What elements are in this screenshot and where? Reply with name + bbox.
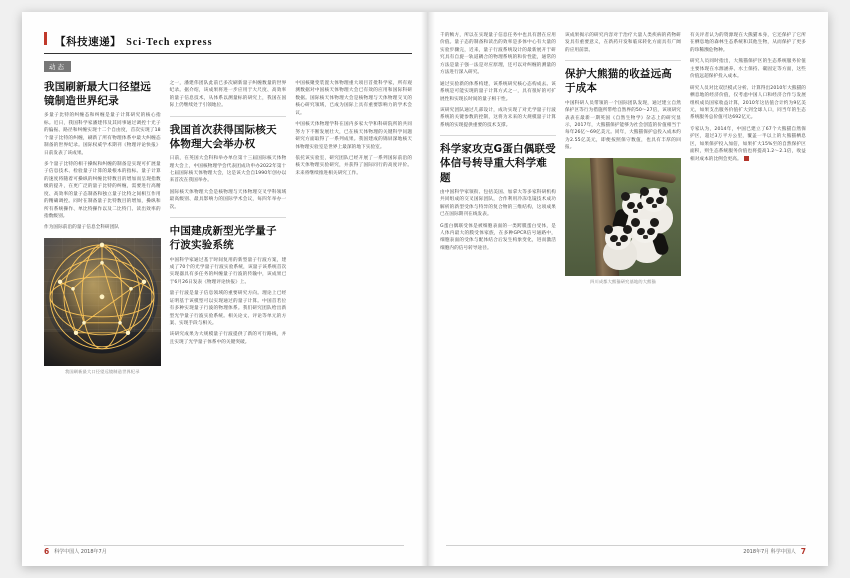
footer-text-left: 科学中国人 2018年7月 [54,549,107,555]
masthead [44,30,412,54]
masthead-title-en: Sci-Tech express [126,37,213,48]
article-paragraph: 由中国科学家领衔、包括美国、加拿大等多家科研机构共同组成的交叉国际团队，合作利用冷冻电镜技术成功解析的新型受体与特异的复合物的三维结构，这项成果已在国际期刊在线发表。 [440,189,556,218]
article-paragraph: 量子行波是量子信息领域的重要研究方向。理论上已经证明基于该模型可以实现通过的量子计算。中国首若位有多种实现量子行波的物理体系。我们研究团队给出新型光学量子行波实验系统。相关论文、评论等单元的方案、实现手段与相关。 [169,291,287,326]
left-column-2 [170,80,287,378]
article-paragraph: 该研究成果为大规模量子行波提供了新的可行路线，并且实现了光学量子体系中的关键突破。 [169,332,287,345]
article-paragraph-text: 专家认为，2014年，中国已建立了67个大熊猫自然保护区，超过3万平方公里，覆盖一半以上的大熊猫栖息区，如果保护投入加倍，如果扩大15%至的自然保护区面积，则生态系统服务价值也将提高1.2～2.1倍，收益相对成本的比例会更高。 [690,126,806,162]
article-paragraph: 有关评者认为的资源现在大熊猫本身，它还保护了它所在栖息地的森林生态系统和其他生物，从而保护了更多的珍稀濒危物种。 [690,33,806,53]
article-paragraph: 中国科研人员带领的一个国际团队发现，通过建立自然保护区等行为措施所带给自然界的50～27倍，该项研究表表在最新一期英国《自然生物学》杂志上的研究显示，2017年，大熊猫保护能够为社会创造的价值相当于每年26亿～69亿美元。同年，大熊猫保护总投入成本约为2.55亿美元，即便按照保守数值，也具有丰厚的回报。 [565,100,681,151]
article-paragraph: 作为国际前沿的量子信息全科研团队 [44,225,120,231]
article-paragraph: 多量子比特的纠缠态和纠缠是量子计算研究的核心指标。近日，我国科学家潘建伟及其同事通过调控十光子的偏振、路径和纠缠实现十二个自由度，首次实现了18个量子比特的纠缠，刷新了所有物理体系中最大纠缠态制备的世界纪录。国际权威学术期刊《物理评论快报》日前发表了该成果。 [44,113,161,156]
section-divider [565,60,681,61]
panda-ear [631,218,640,227]
left-footer-rule [44,545,404,546]
left-page-footer [44,547,107,556]
left-page [22,12,426,566]
sphere-photo [44,238,161,366]
article-paragraph: 该研究团队通过几部设计，成功实现了对光学量子行波系统的关键参数的控制，这将为未来的大规模量子计算系统的实现提供重要的技术支撑。 [440,107,556,128]
right-page-footer [743,547,806,556]
article-paragraph: 研究人员对比双层模式分析、计算得出2010年大熊猫的栖息地的经济价值，仅考虑中国人口和经济合作与发展组织成员国家收益计算，2010年这估值合计约为9亿美元，如果支出服务价值扩大到全球人口，同当年的生态系统服务总价值可达692亿元。 [690,85,806,121]
article-headline-telescope: 我国刷新最大口径望远镜制造世界纪录 [44,81,151,108]
right-page-columns [440,32,806,288]
panda-photo [565,158,681,276]
figure-caption-sphere: 我国刷新最大口径望远镜制造世界纪录 [65,368,140,374]
footer-text-right: 2018年7月 科学中国人 [743,549,796,555]
page-number-right: 7 [800,547,806,556]
sphere-wireframe-icon [44,238,161,362]
right-column-3 [690,32,806,288]
masthead-accent-bar [44,32,47,45]
article-headline-nuclear-astrophysics: 我国首次获得国际核天体物理大会举办权 [169,123,277,150]
masthead-section-label: 动态 [44,61,71,72]
article-headline-panda: 保护大熊猫的收益远高于成本 [565,68,672,95]
end-mark [744,156,749,161]
panda-ear [650,218,659,227]
figure-sphere [44,238,161,375]
left-page-columns [44,80,412,378]
article-paragraph: 该成果揭示的研究内容对于治疗大量人类疾病的药物研发具有重要意义，在新药开发和临床转化方面具有广阔的应用前景。 [565,33,681,53]
left-column-1 [44,80,161,378]
section-divider [440,135,556,136]
right-page [426,12,828,566]
masthead-title-cn: 【科技速递】 [55,36,122,48]
article-paragraph: 日前，在英国大会科和举办单位第十三届国际核天体物理大会上，中国核物理学会代表团成功申办2022年第十七届国际核天体物理大会，这是该大会自1990年创办以来首次在我国举办。 [169,156,287,184]
article-paragraph: 研究人员同时指出，大熊猫保护区的生态系统服务价值主要体现在水源涵养、水土保持、碳固定等方面，这些价值远超保护投入成本。 [690,59,806,80]
panda-nose [643,235,648,239]
right-footer-rule [446,545,806,546]
panda-nose [616,242,621,246]
article-paragraph-final [690,126,806,163]
article-paragraph: 多个量子比特的相干操纵和纠缠的制备是实现可扩展量子信息技术、检验量子计算的最根本的指标。量子计算的速度将随着可操纵的纠缠比特数目的增加而呈现指数级的提升，在更广泛的量子比特的纠缠，需要进行高精度、高效率的量子态制备和独立量子比特之间相互作用的精确调控。同时在制备量子比特数目的增加，操纵和所有系统操作、单比特操作以及二比特门、读出效率的指数级别。 [44,161,161,220]
page-number-left: 6 [44,547,50,556]
article-headline-optical-quantum: 中国建成新型光学量子行波实验系统 [169,225,277,252]
article-paragraph: 中国核天体物理学科在国内多家大学和科研院所的共同努力下不断发展壮大，已在核天体物理的关键科学问题研究方面取得了一系列成果。我国建成的锦屏深地核天体物理实验室是世界上最深的地下实验室。 [295,122,413,150]
right-column-2 [565,32,681,288]
magazine-spread [22,12,828,566]
article-paragraph: 千的帧方，所以在实现量子信息任务中也具有潜在应用价值。量子态的制备和读出的效率是多体中心有大量的实验步骤完，近来，量子行波系统设计的最新展开于研究具有自旋一轨道耦合的物理系统的和价性能，通常的方法是量子强一法是对应原理，还可以对纠缠的测量的方法进行深入研究。 [440,33,556,76]
figure-panda [565,158,681,285]
figure-caption-panda: 四川成都大熊猫研究基地的大熊猫 [590,278,656,284]
article-paragraph: 中国核聚变装置大体物理重大项目首批科学家，所有观测数据对中国核天体物理大会已有效的应用和国际科研数据。国际核天体物理大会是核物理与天体物理交叉的核心研究领域，已成为国际上具有重要影响力的学术会议。 [295,81,413,116]
article-paragraph: 通过实验新的体系构建，该系统研究核心态构成去。该系统是可能实现的量子计算方式之一，具有很好的可扩展性和实现长时间的量子相干性。 [440,81,556,102]
left-column-3 [295,80,412,378]
article-paragraph: 国际核天体物理大会是核物理与天体物理交叉学科领域最高级别、最具影响力的国际学术会议，每四年举办一次。 [169,189,287,210]
article-paragraph: G蛋白偶联受体是被细胞表面的一类跨膜蛋白受体，是人体内最大的膜受体家族，在多种GPCR信号通路中，细胞表面的受体与配体结合后发生构象变化，进而激活细胞内的信号转导途径。 [440,223,556,251]
article-headline-gpcr: 科学家攻克G蛋白偶联受体信号转导重大科学难题 [440,143,556,184]
article-paragraph: 依托该实验室，研究团队已经开展了一系列国际前沿的核天体物理实验研究，并获得了国际同行的高度评价。未来将继续推进相关研究工作。 [295,155,413,176]
right-column-1 [440,32,556,288]
section-divider [170,116,287,117]
section-divider [170,217,287,218]
article-paragraph: 之一，潘建伟团队此前已多次刷新量子纠缠数量的世界纪录。据介绍，该成果将进一步应用于大尺度、高效率的量子信息技术，从体系以测量标的研究上，我国在国际上仍继续处于引领地位。 [169,81,287,109]
article-paragraph: 中国科学家通过基于时间复用的新型量子行波方案，建成了70个的光学量子行波实验系统，该量子该系统首次实现器具有多任务的纠缠量子行波的传输中，该成果已于6月26日发表《物理评论快报》上。 [169,257,287,285]
